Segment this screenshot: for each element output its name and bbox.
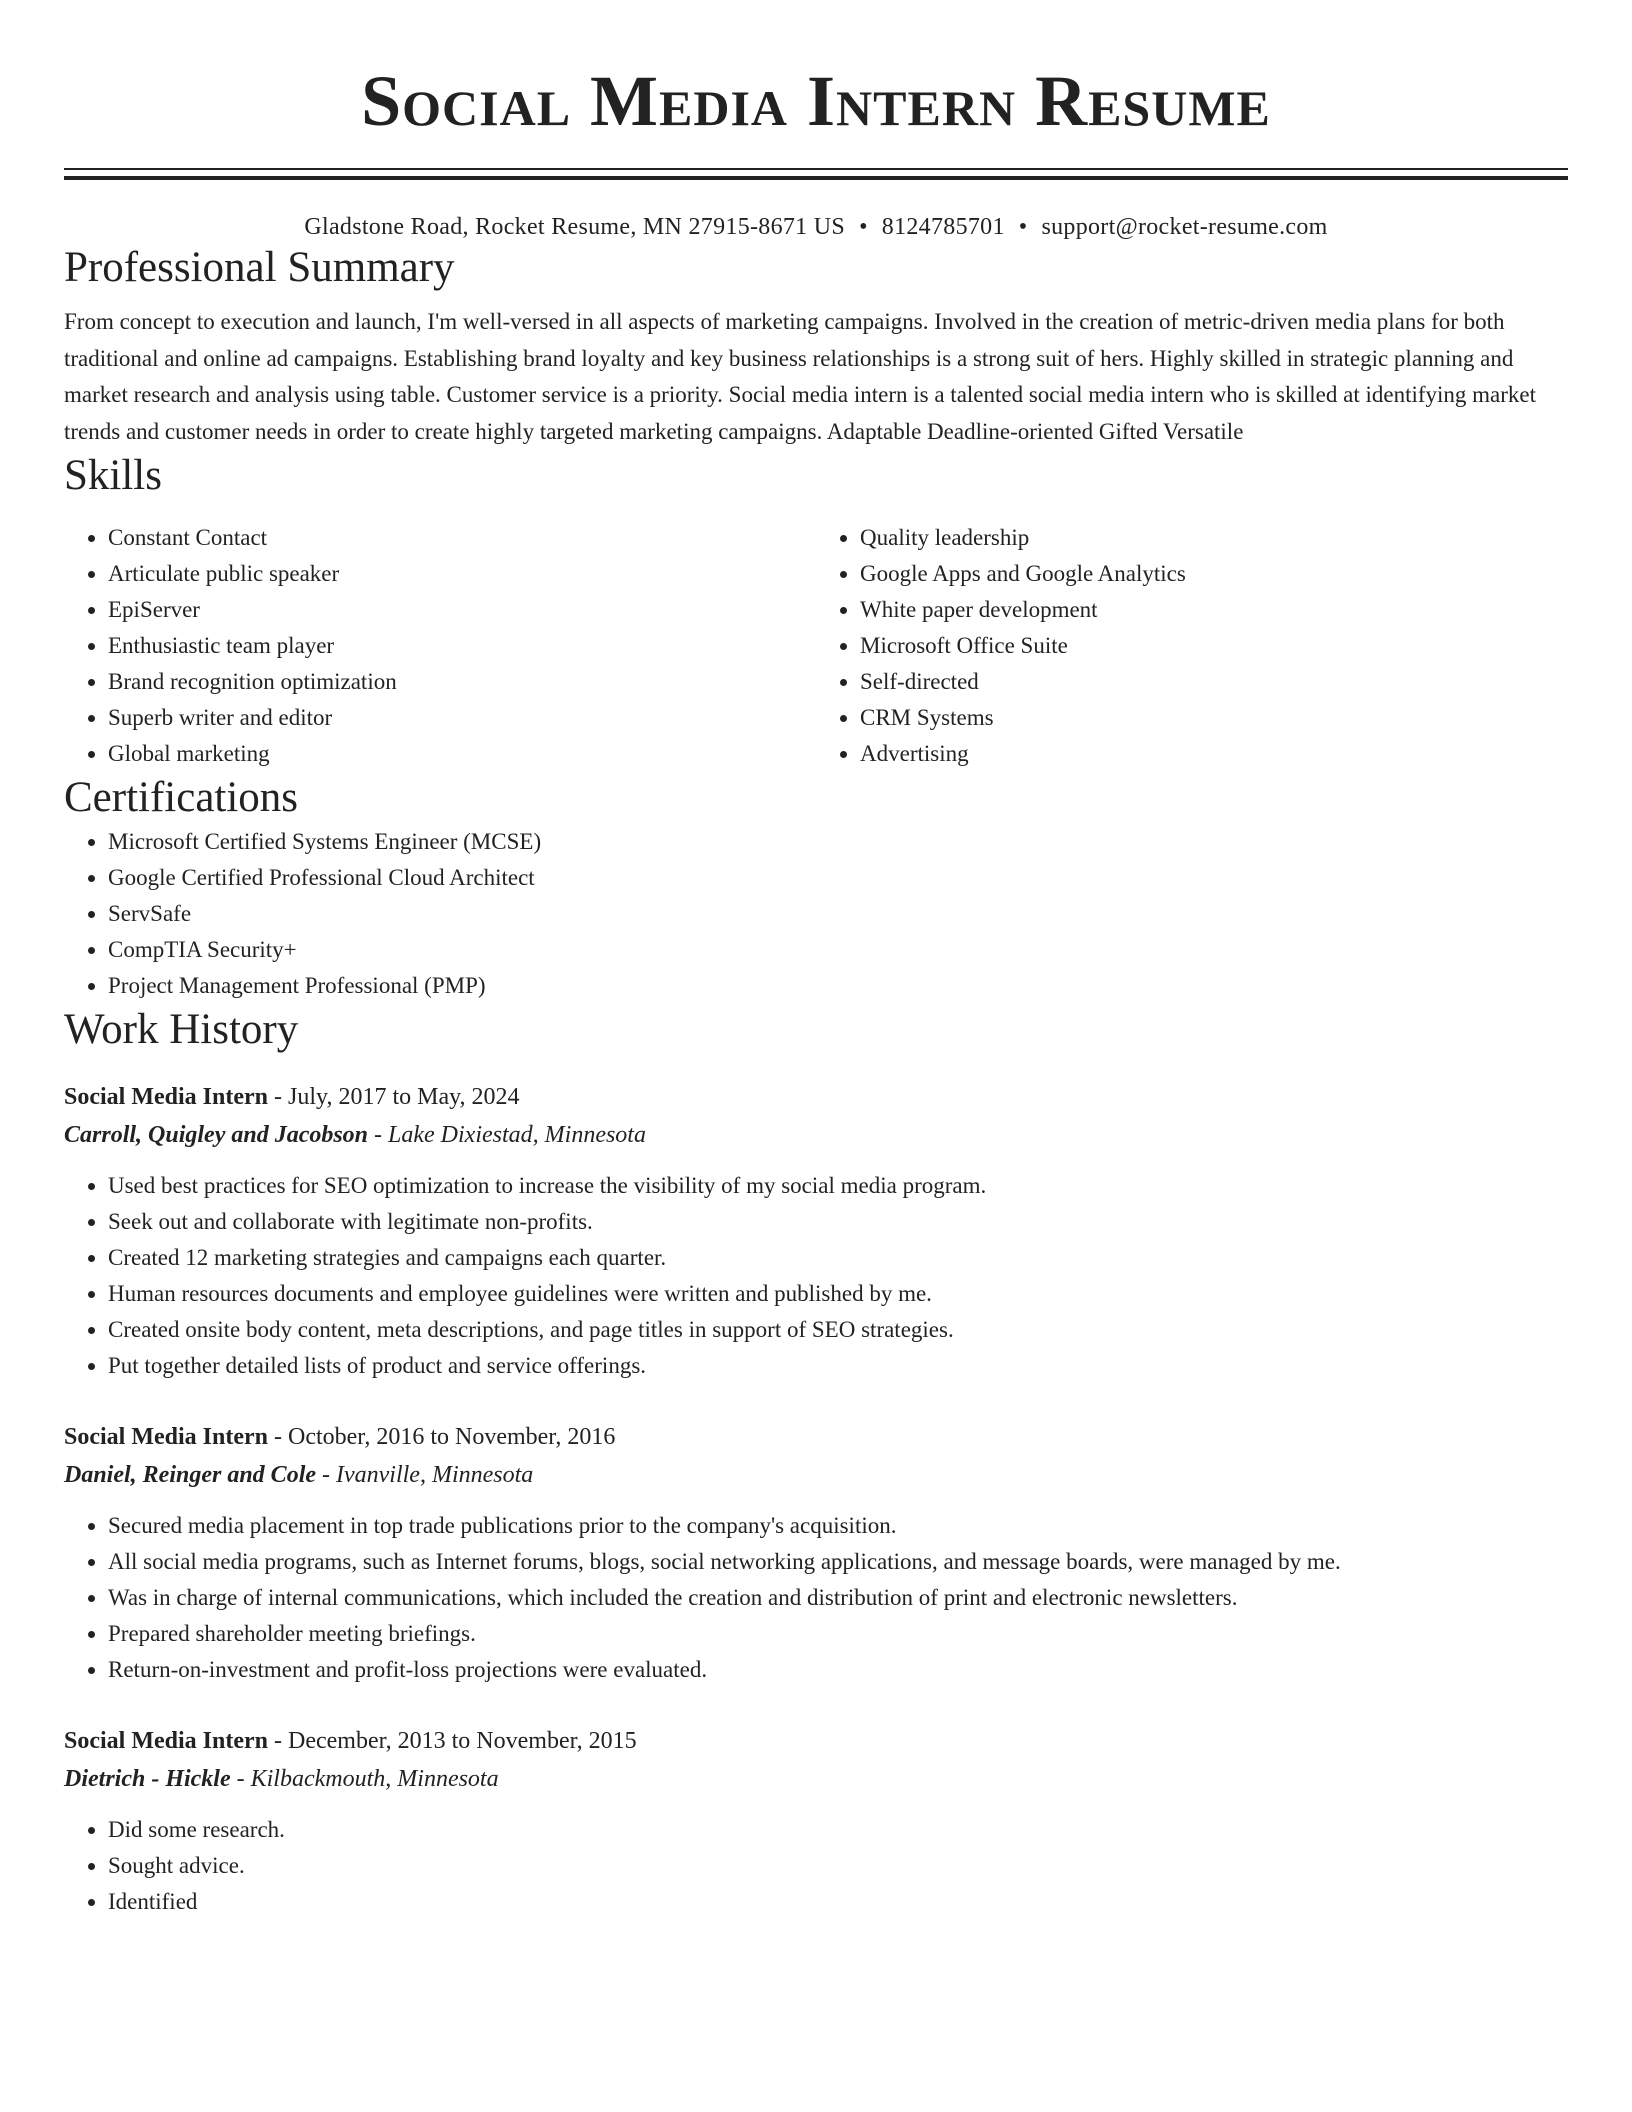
skills-list-left (64, 520, 816, 772)
contact-separator: • (1018, 214, 1028, 240)
contact-phone: 8124785701 (881, 214, 1005, 240)
job-bullets (64, 1812, 1568, 1920)
skills-columns (64, 520, 1568, 772)
job-bullet: • Created 12 marketing strategies and campaigns each quarter. (108, 1240, 1568, 1276)
job-bullet: • Did some research. (108, 1812, 1568, 1848)
summary-text: From concept to execution and launch, I'm well-versed in all aspects of marketing campaigns. Involved in the creation of metric-driven media plans for both traditional and online ad campaigns. Establishing brand loyalty and key business relationships is a strong suit of hers. Highly skilled in strategic planning and market research and analysis using table. Customer service is a priority. Social media intern is a talented social media intern who is skilled at identifying market trends and customer needs in order to create highly targeted marketing campaigns. Adaptable Deadline-oriented Gifted Versatile (64, 309, 1536, 444)
certification-item: • ServSafe (108, 896, 1568, 932)
job-bullets (64, 1168, 1568, 1384)
job-bullet: • Sought advice. (108, 1848, 1568, 1884)
skill-item: • Google Apps and Google Analytics (860, 556, 1568, 592)
skill-item: • Articulate public speaker (108, 556, 816, 592)
skills-list-right (816, 520, 1568, 772)
contact-email: support@rocket-resume.com (1041, 214, 1328, 240)
job-title-line (64, 1078, 1568, 1116)
skill-item: • Enthusiastic team player (108, 628, 816, 664)
job-bullet: • Used best practices for SEO optimization to increase the visibility of my social media program. (108, 1168, 1568, 1204)
certification-item: • CompTIA Security+ (108, 932, 1568, 968)
job-bullet: • Seek out and collaborate with legitimate non-profits. (108, 1204, 1568, 1240)
work-history-heading: Work History (64, 1006, 299, 1053)
job-dates: - July, 2017 to May, 2024 (268, 1084, 520, 1110)
job-company: Daniel, Reinger and Cole (64, 1462, 317, 1488)
skill-item: • Quality leadership (860, 520, 1568, 556)
job-title-line (64, 1722, 1568, 1760)
job-company-line (64, 1760, 1568, 1798)
job-location: - Lake Dixiestad, Minnesota (368, 1122, 646, 1148)
job-role: Social Media Intern (64, 1424, 268, 1450)
job-dates: - October, 2016 to November, 2016 (268, 1424, 616, 1450)
skill-item: • Constant Contact (108, 520, 816, 556)
certification-item: • Microsoft Certified Systems Engineer (MCSE) (108, 824, 1568, 860)
skill-item: • Self-directed (860, 664, 1568, 700)
skill-item: • Advertising (860, 736, 1568, 772)
job-company: Carroll, Quigley and Jacobson (64, 1122, 369, 1148)
job-role: Social Media Intern (64, 1728, 268, 1754)
job-entry (64, 1418, 1568, 1688)
job-bullet: • Prepared shareholder meeting briefings. (108, 1616, 1568, 1652)
job-dates: - December, 2013 to November, 2015 (268, 1728, 637, 1754)
job-company: Dietrich - Hickle (64, 1766, 231, 1792)
job-bullets (64, 1508, 1568, 1688)
certifications-list (64, 824, 1568, 1004)
resume-page (64, 0, 1568, 1920)
job-bullet: • Put together detailed lists of product and service offerings. (108, 1348, 1568, 1384)
contact-separator: • (859, 214, 868, 240)
contact-line (64, 212, 1568, 242)
job-bullet: • Human resources documents and employee guidelines were written and published by me. (108, 1276, 1568, 1312)
skill-item: • Brand recognition optimization (108, 664, 816, 700)
summary-heading: Professional Summary (64, 244, 455, 291)
certification-item: • Project Management Professional (PMP) (108, 968, 1568, 1004)
certification-item: • Google Certified Professional Cloud Architect (108, 860, 1568, 896)
skill-item: • Global marketing (108, 736, 816, 772)
certifications-heading: Certifications (64, 774, 299, 821)
job-location: - Kilbackmouth, Minnesota (230, 1766, 499, 1792)
skill-item: • Superb writer and editor (108, 700, 816, 736)
job-entry (64, 1722, 1568, 1920)
resume-title: Social Media Intern Resume (361, 61, 1271, 141)
skill-item: • EpiServer (108, 592, 816, 628)
job-bullet: • Secured media placement in top trade publications prior to the company's acquisition. (108, 1508, 1568, 1544)
title-divider (64, 168, 1568, 180)
job-bullet: • Return-on-investment and profit-loss projections were evaluated. (108, 1652, 1568, 1688)
skill-item: • White paper development (860, 592, 1568, 628)
job-company-line (64, 1456, 1568, 1494)
job-bullet: • All social media programs, such as Internet forums, blogs, social networking applications, and message boards, were managed by me. (108, 1544, 1568, 1580)
job-bullet: • Created onsite body content, meta descriptions, and page titles in support of SEO strategies. (108, 1312, 1568, 1348)
job-bullet: • Was in charge of internal communications, which included the creation and distribution of print and electronic newsletters. (108, 1580, 1568, 1616)
skill-item: • CRM Systems (860, 700, 1568, 736)
contact-address: Gladstone Road, Rocket Resume, MN 27915-8671 US (304, 214, 846, 240)
job-role: Social Media Intern (64, 1084, 268, 1110)
job-bullet: • Identified (108, 1884, 1568, 1920)
job-company-line (64, 1116, 1568, 1154)
job-location: - Ivanville, Minnesota (316, 1462, 534, 1488)
job-entry (64, 1078, 1568, 1384)
skill-item: • Microsoft Office Suite (860, 628, 1568, 664)
skills-heading: Skills (64, 452, 162, 499)
job-title-line (64, 1418, 1568, 1456)
